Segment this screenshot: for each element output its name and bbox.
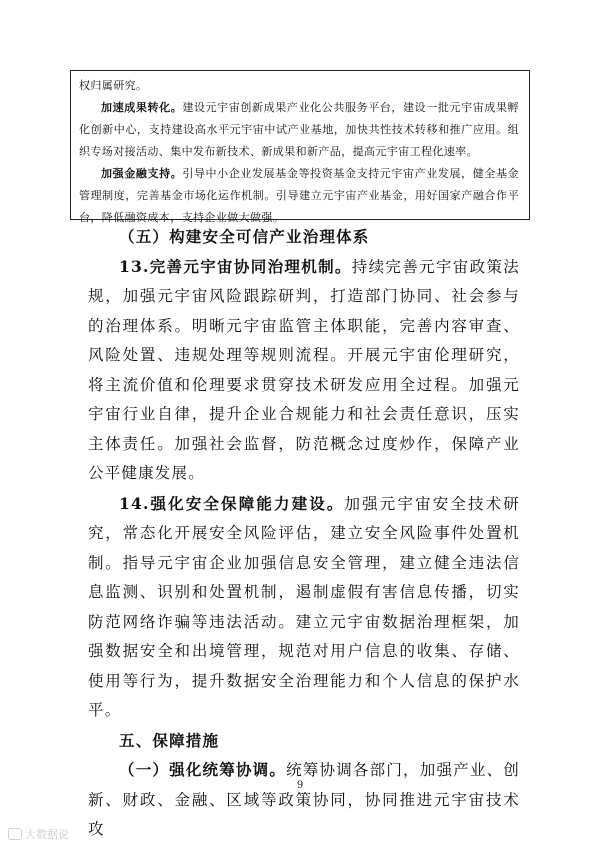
watermark-logo-icon — [8, 828, 22, 840]
paragraph-item-13 — [88, 252, 520, 489]
box-paragraph-text: 引导中小企业发展基金等投资基金支持元宇宙产业发展，健全基金管理制度，完善基金市场化运作机制。引导建立元宇宙产业基金，用好国家产融合作平台，降低融资成本，支持企业做大做强。 — [79, 167, 519, 224]
paragraph-sub-1 — [88, 755, 520, 845]
box-line-1: 权归属研究。 — [79, 79, 148, 92]
paragraph-title: 14.强化安全保障能力建设。 — [119, 493, 345, 513]
paragraph-title: （一）强化统筹协调。 — [119, 760, 287, 779]
section-heading: （五）构建安全可信产业治理体系 — [119, 227, 370, 246]
boxed-text-panel — [70, 70, 530, 224]
watermark — [8, 826, 69, 842]
watermark-text: 大数据说 — [25, 828, 69, 841]
paragraph-title: 13.完善元宇宙协同治理机制。 — [119, 256, 352, 276]
box-paragraph-title: 加强金融支持。 — [101, 167, 183, 180]
paragraph-text: 加强元宇宙安全技术研究，常态化开展安全风险评估，建立安全风险事件处置机制。指导元宇宙企业加强信息安全管理，建立健全违法信息监测、识别和处置机制，遏制虚假有害信息传播，切实防范网络诈骗等违法活动。建立元宇宙数据治理框架，加强数据安全和出境管理，规范对用户信息的收集、存储、使用等行为，提升数据安全治理能力和个人信息的保护水平。 — [88, 494, 520, 719]
chapter-heading: 五、保障措施 — [119, 730, 220, 750]
page-number: 9 — [296, 780, 304, 791]
box-paragraph-text: 建设元宇宙创新成果产业化公共服务平台，建设一批元宇宙成果孵化创新中心，支持建设高水平元宇宙中试产业基地，加快共性技术转移和推广应用。组织专场对接活动、集中发布新技术、新成果和新产品，提高元宇宙工程化速率。 — [79, 101, 519, 158]
paragraph-text: 统筹协调各部门，加强产业、创新、财政、金融、区域等政策协同，协同推进元宇宙技术攻 — [88, 761, 520, 838]
box-paragraph-title: 加速成果转化。 — [101, 101, 183, 114]
body-text — [88, 222, 520, 845]
paragraph-item-14 — [88, 489, 520, 726]
box-paragraph-finance-support — [79, 163, 519, 229]
paragraph-text: 持续完善元宇宙政策法规，加强元宇宙风险跟踪研判，打造部门协同、社会参与的治理体系。明晰元宇宙监管主体职能，完善内容审查、风险处置、违规处理等规则流程。开展元宇宙伦理研究，将主流价值和伦理要求贯穿技术研发应用全过程。加强元宇宙行业自律，提升企业合规能力和社会责任意识，压实主体责任。加强社会监督，防范概念过度炒作，保障产业公平健康发展。 — [88, 257, 520, 482]
box-paragraph-finance-transfer — [79, 97, 519, 163]
